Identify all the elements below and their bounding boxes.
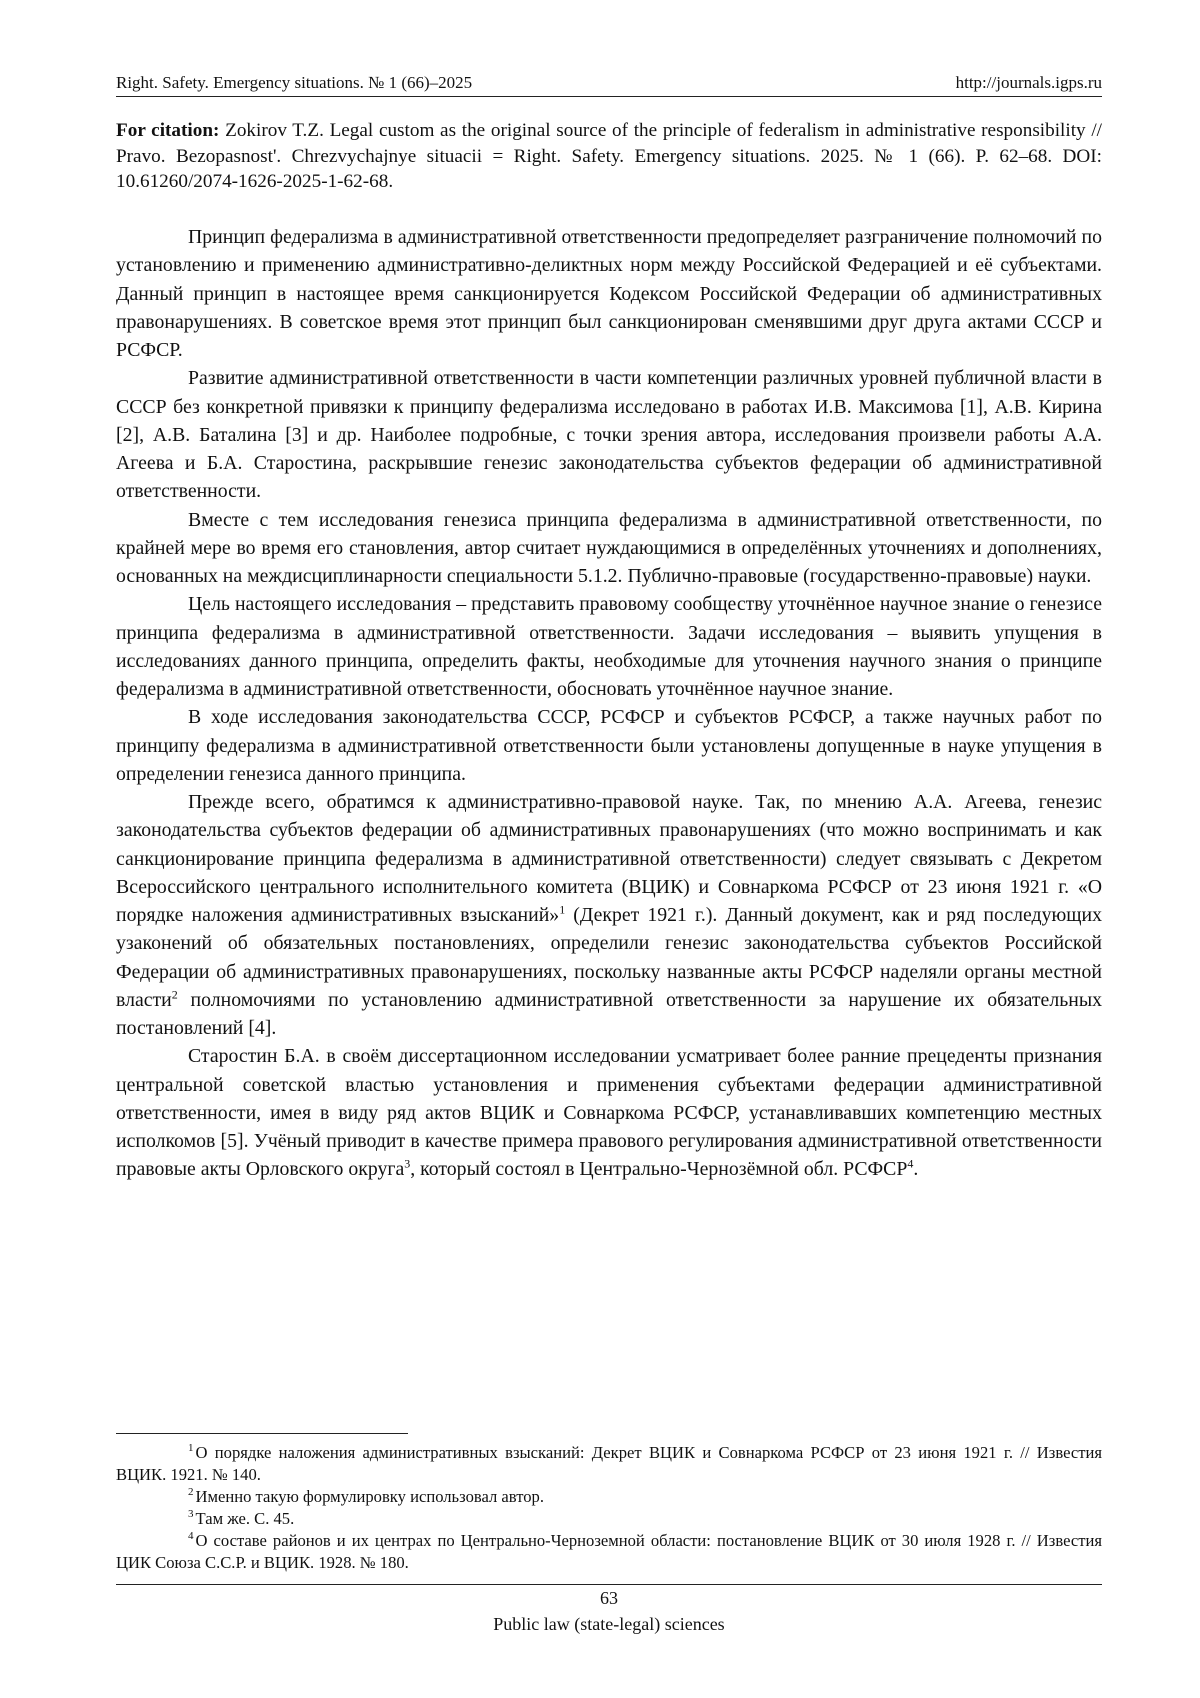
footnote-text: О порядке наложения административных взысканий: Декрет ВЦИК и Совнаркома РСФСР от 23 июня 1921 г. // Известия ВЦИК. 1921. № 140. [116,1443,1102,1484]
paragraph-6-part-3: полномочиями по установлению административной ответственности за нарушение их обязательных постановлений [4]. [116,988,1102,1039]
footer-divider [116,1584,1102,1585]
footnote-1 [116,1442,1102,1486]
footnote-ref-4[interactable]: 4 [907,1156,914,1171]
footnote-text: Там же. С. 45. [195,1509,295,1528]
article-body [116,223,1102,1184]
paragraph-5: В ходе исследования законодательства СССР, РСФСР и субъектов РСФСР, а также научных работ по принципу федерализма в административной ответственности были установлены допущенные в науке упущения в определении генезиса данного принципа. [116,706,1102,785]
paragraph-7-part-3: . [913,1158,919,1181]
citation-text: Zokirov T.Z. Legal custom as the original source of the principle of federalism in administrative responsibility // Pravo. Bezopasnost'. Chrezvychajnye situacii = Right. Safety. Emergency situations. 2025. № 1 (66). P. 62–68. DOI: 10.61260/2074-1626-2025-1-62-68. [116,120,1102,192]
paragraph-6-part-1: Прежде всего, обратимся к административно-правовой науке. Так, по мнению А.А. Агеева, генезис законодательства субъектов федерации об административных правонарушениях (что можно воспринимать и как санкционирование принципа федерализма в административной ответственности) следует связывать с Декретом Всероссийского центрального исполнительного комитета (ВЦИК) и Совнаркома РСФСР от 23 июня 1921 г. «О порядке наложения административных взысканий» [116,791,1102,926]
citation-label: For citation: [116,120,220,141]
footnote-text: Именно такую формулировку использовал автор. [195,1487,544,1506]
citation-block [116,118,1102,195]
journal-url[interactable]: http://journals.igps.ru [955,73,1102,92]
paragraph-7-part-1: Старостин Б.А. в своём диссертационном исследовании усматривает более ранние прецеденты признания центральной советской властью установления и применения субъектами федерации административной ответственности, имея в виду ряд актов ВЦИК и Совнаркома РСФСР, устанавливавших компетенцию местных исполкомов [5]. Учёный приводит в качестве примера правового регулирования административной ответственности правовые акты Орловского округа [116,1045,1102,1181]
page [116,0,1102,1698]
footnote-divider [116,1433,408,1434]
footnote-ref-2[interactable]: 2 [171,987,178,1002]
journal-title: Right. Safety. Emergency situations. № 1 (66)–2025 [116,73,473,92]
footnote-text: О составе районов и их центрах по Центрально-Черноземной области: постановление ВЦИК от 30 июля 1928 г. // Известия ЦИК Союза С.С.Р. и ВЦИК. 1928. № 180. [116,1531,1102,1572]
paragraph-1: Принцип федерализма в административной ответственности предопределяет разграничение полномочий по установлению и применению административно-деликтных норм между Российской Федерацией и её субъектами. Данный принцип в настоящее время санкционируется Кодексом Российской Федерации об административных правонарушениях. В советское время этот принцип был санкционирован сменявшими друг друга актами СССР и РСФСР. [116,226,1102,361]
footnote-ref-1[interactable]: 1 [559,902,566,917]
paragraph-7 [116,1042,1102,1183]
footnote-2 [116,1486,1102,1508]
paragraph-2: Развитие административной ответственности в части компетенции различных уровней публичной власти в СССР без конкретной привязки к принципу федерализма исследовано в работах И.В. Максимова [1], А.В. Кирина [2], А.В. Баталина [3] и др. Наиболее подробные, с точки зрения автора, исследования произвели работы А.А. Агеева и Б.А. Старостина, раскрывшие генезис законодательства субъектов федерации об административной ответственности. [116,367,1102,503]
footnote-number: 2 [188,1486,194,1499]
paragraph-7-part-2: , который состоял в Центрально-Чернозёмной обл. РСФСР [410,1158,908,1181]
footnote-number: 1 [188,1442,194,1455]
footnote-3 [116,1508,1102,1530]
paragraph-3: Вместе с тем исследования генезиса принципа федерализма в административной ответственности, по крайней мере во время его становления, автор считает нуждающимися в определённых уточнениях и дополнениях, основанных на междисциплинарности специальности 5.1.2. Публично-правовые (государственно-правовые) науки. [116,508,1102,587]
section-title: Public law (state-legal) sciences [493,1614,725,1634]
paragraph-6 [116,788,1102,1042]
footnote-number: 3 [188,1508,194,1521]
footnote-4 [116,1530,1102,1574]
footnote-ref-3[interactable]: 3 [404,1156,411,1171]
footnotes [116,1442,1102,1574]
paragraph-6-part-2: (Декрет 1921 г.). Данный документ, как и ряд последующих узаконений об обязательных постановлениях, определили генезис законодательства субъектов Российской Федерации об административных правонарушениях, поскольку названные акты РСФСР наделяли органы местной власти [116,904,1102,1011]
page-number: 63 [600,1588,618,1608]
running-head [116,72,1102,97]
paragraph-4: Цель настоящего исследования – представить правовому сообществу уточнённое научное знание о генезисе принципа федерализма в административной ответственности. Задачи исследования – выявить упущения в исследованиях данного принципа, определить факты, необходимые для уточнения научного знания о принципе федерализма в административной ответственности, обосновать уточнённое научное знание. [116,593,1102,700]
footnote-number: 4 [188,1530,194,1543]
